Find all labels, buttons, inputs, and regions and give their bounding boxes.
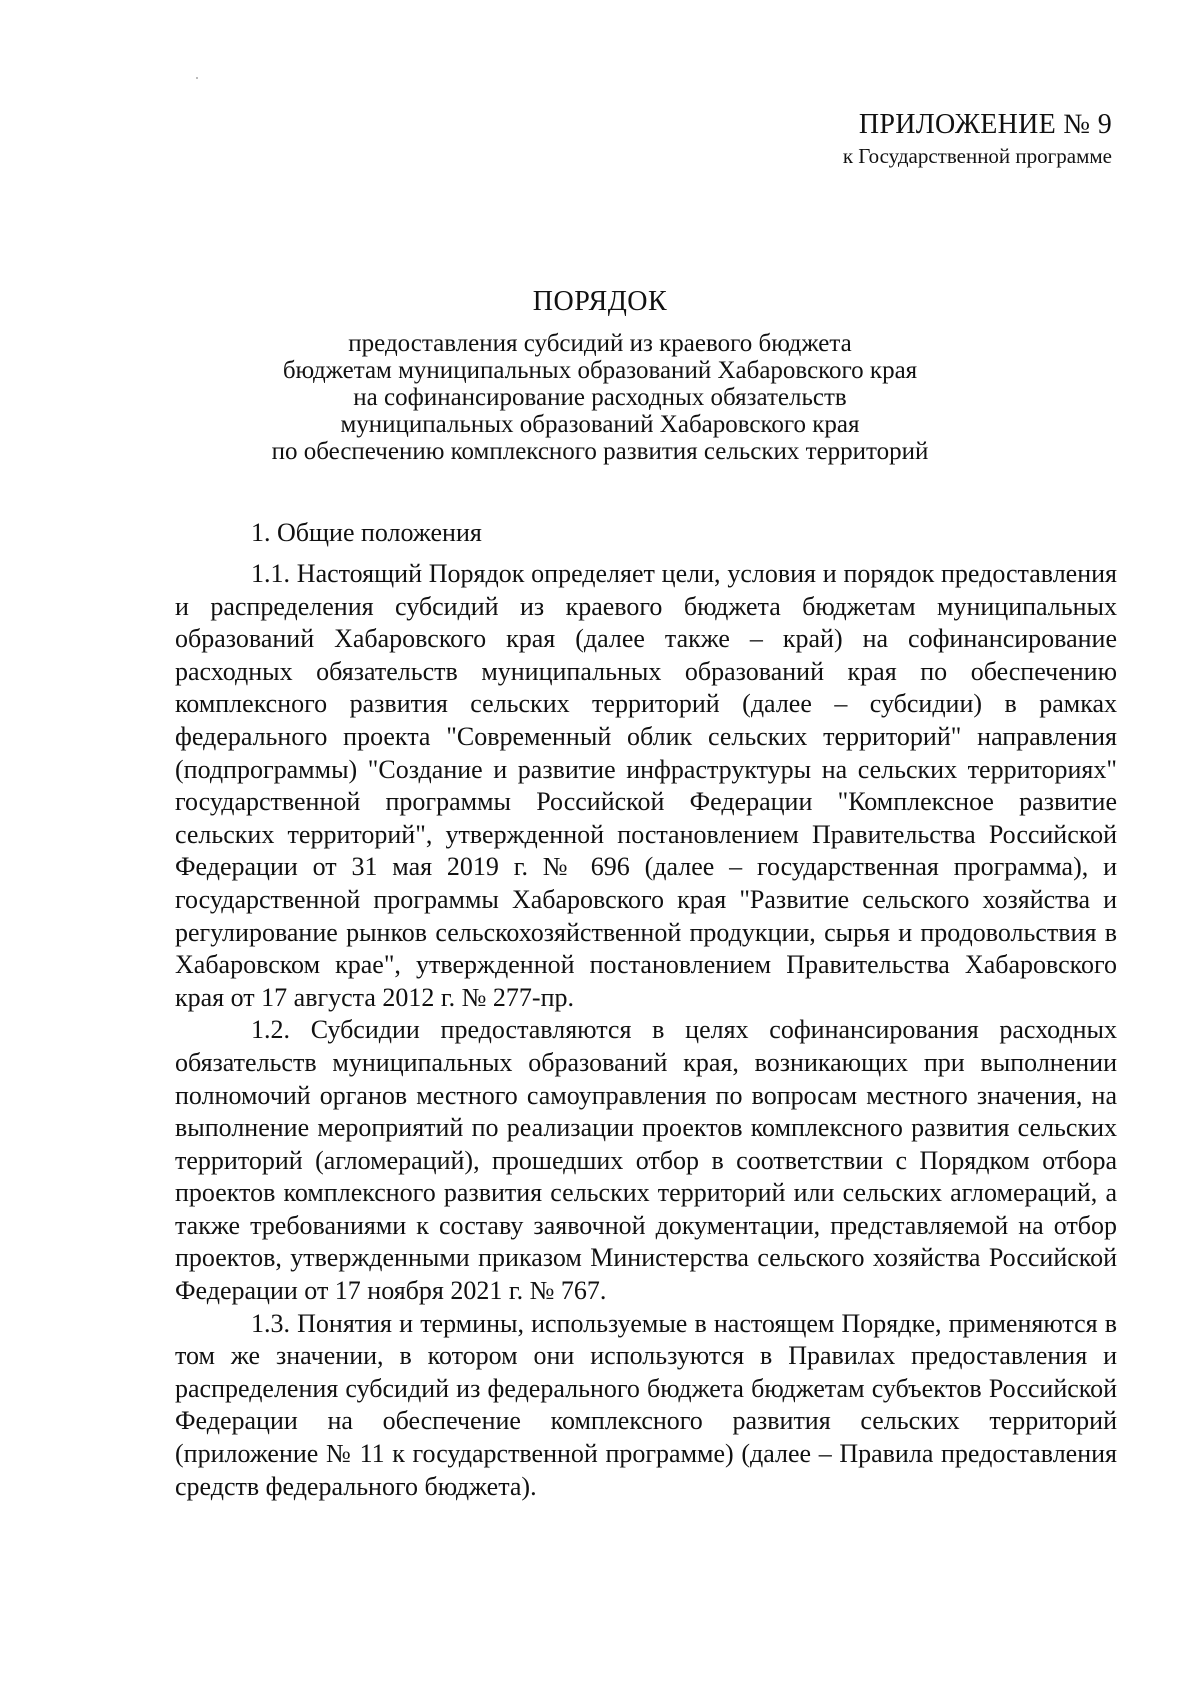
document-subtitle <box>160 330 1040 465</box>
paragraph-1-3: 1.3. Понятия и термины, используемые в настоящем Порядке, применяются в том же значении, в котором они используются в Правилах предоставления и распределения субсидий из федерального бюджета бюджетам субъектов Российской Федерации на обеспечение комплексного развития сельских территорий (приложение № 11 к государственной программе) (далее – Правила предоставления средств федерального бюджета). <box>175 1308 1117 1501</box>
appendix-subtitle: к Государственной программе <box>842 144 1112 168</box>
subtitle-line: по обеспечению комплексного развития сельских территорий <box>271 438 929 465</box>
section-body <box>175 558 1117 1503</box>
document-title: ПОРЯДОК <box>532 286 668 317</box>
subtitle-line: предоставления субсидий из краевого бюджета <box>348 330 852 357</box>
appendix-title: ПРИЛОЖЕНИЕ № 9 <box>858 109 1112 140</box>
paragraph-1-1: 1.1. Настоящий Порядок определяет цели, условия и порядок предоставления и распределения субсидий из краевого бюджета бюджетам муниципальных образований Хабаровского края (далее также – край) на софинансирование расходных обязательств муниципальных образований края по обеспечению комплексного развития сельских территорий (далее – субсидии) в рамках федерального проекта "Современный облик сельских территорий" направления (подпрограммы) "Создание и развитие инфраструктуры на сельских территориях" государственной программы Российской Федерации "Комплексное развитие сельских территорий", утвержденной постановлением Правительства Российской Федерации от 31 мая 2019 г. № 696 (далее – государственная программа), и государственной программы Хабаровского края "Развитие сельского хозяйства и регулирование рынков сельскохозяйственной продукции, сырья и продовольствия в Хабаровском крае", утвержденной постановлением Правительства Хабаровского края от 17 августа 2012 г. № 277-пр. <box>175 559 1117 1012</box>
subtitle-line: на софинансирование расходных обязательств <box>353 384 847 411</box>
appendix-header <box>843 108 1112 170</box>
section-heading: 1. Общие положения <box>251 518 482 547</box>
scan-artifact <box>196 77 198 79</box>
subtitle-line: бюджетам муниципальных образований Хабаровского края <box>282 357 918 384</box>
subtitle-line: муниципальных образований Хабаровского края <box>340 411 860 438</box>
paragraph-1-2: 1.2. Субсидии предоставляются в целях софинансирования расходных обязательств муниципальных образований края, возникающих при выполнении полномочий органов местного самоуправления по вопросам местного значения, на выполнение мероприятий по реализации проектов комплексного развития сельских территорий (агломераций), прошедших отбор в соответствии с Порядком отбора проектов комплексного развития сельских территорий или сельских агломераций, а также требованиями к составу заявочной документации, представляемой на отбор проектов, утвержденными приказом Министерства сельского хозяйства Российской Федерации от 17 ноября 2021 г. № 767. <box>175 1015 1117 1306</box>
